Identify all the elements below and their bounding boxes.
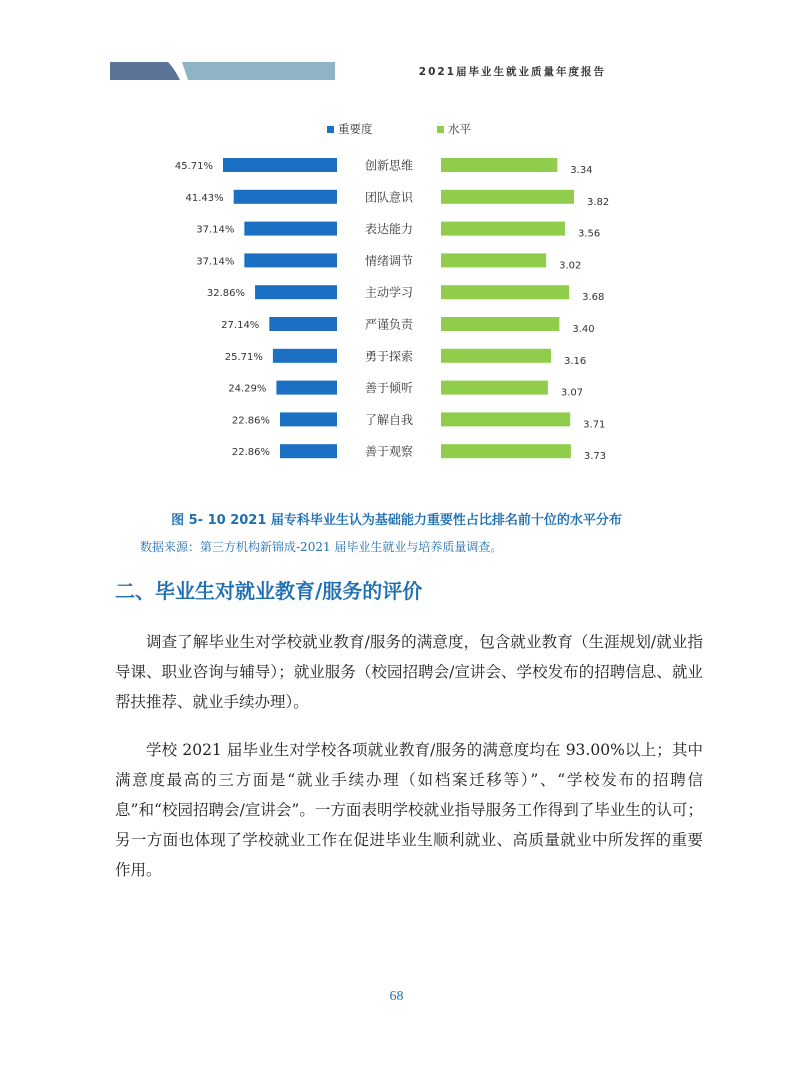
importance-label: 37.14% — [196, 256, 235, 268]
importance-bar — [244, 222, 337, 236]
category-label: 严谨负责 — [364, 317, 414, 332]
importance-label: 37.14% — [196, 224, 235, 236]
importance-bar — [234, 190, 337, 204]
importance-bar — [244, 253, 337, 267]
level-bar — [441, 444, 571, 458]
importance-label: 45.71% — [174, 161, 213, 172]
figure-source: 数据来源：第三方机构新锦成-2021 届毕业生就业与培养质量调查。 — [140, 540, 503, 554]
importance-bar — [280, 444, 337, 458]
category-label: 善于观察 — [364, 444, 414, 459]
importance-bar — [255, 285, 337, 299]
importance-label: 22.86% — [231, 447, 270, 459]
level-label: 3.71 — [583, 419, 606, 431]
importance-label: 27.14% — [221, 320, 260, 331]
level-bar — [441, 190, 574, 204]
header-title: 2021届毕业生就业质量年度报告 — [418, 66, 606, 78]
legend-label-importance: 重要度 — [338, 122, 373, 136]
importance-bar — [223, 158, 337, 172]
level-label: 3.34 — [570, 165, 593, 176]
importance-bar — [276, 381, 337, 395]
category-label: 主动学习 — [364, 285, 414, 300]
level-label: 3.73 — [583, 451, 607, 463]
section-title: 二、毕业生对就业教育/服务的评价 — [115, 579, 423, 603]
category-label: 情绪调节 — [364, 253, 414, 268]
paragraph-2: 学校 2021 届毕业生对学校各项就业教育/服务的满意度均在 93.00%以上；其中满意度最高的三方面是“就业手续办理（如档案迁移等）”、“学校发布的招聘信息”和“校园招聘会/宣讲会”。一方面表明学校就业指导服务工作得到了毕业生的认可；另一方面也体现了学校就业工作在促进毕业生顺利就业、高质量就业中所发挥的重要作用。 — [115, 741, 703, 879]
importance-label: 41.43% — [185, 192, 224, 204]
importance-label: 24.29% — [228, 383, 267, 395]
level-bar — [441, 412, 570, 426]
level-label: 3.07 — [560, 387, 584, 399]
level-label: 3.16 — [564, 355, 587, 367]
level-label: 3.56 — [577, 228, 601, 240]
level-bar — [441, 381, 548, 395]
level-bar — [441, 222, 565, 236]
category-label: 表达能力 — [364, 222, 414, 237]
page-number: 68 — [389, 989, 404, 1004]
importance-label: 22.86% — [231, 415, 270, 427]
importance-bar — [269, 317, 337, 331]
level-bar — [441, 253, 546, 267]
category-label: 创新思维 — [364, 158, 414, 173]
bar-chart — [0, 0, 793, 480]
category-label: 了解自我 — [364, 412, 414, 427]
legend-label-level: 水平 — [448, 122, 471, 136]
paragraph-1: 调查了解毕业生对学校就业教育/服务的满意度，包含就业教育（生涯规划/就业指导课、职业咨询与辅导）；就业服务（校园招聘会/宣讲会、学校发布的招聘信息、就业帮扶推荐、就业手续办理）。 — [115, 633, 703, 711]
level-bar — [441, 317, 559, 331]
importance-label: 32.86% — [206, 288, 246, 300]
level-label: 3.68 — [582, 292, 605, 304]
level-bar — [441, 285, 569, 299]
category-label: 善于倾听 — [364, 381, 414, 396]
level-bar — [441, 349, 551, 363]
level-bar — [441, 158, 557, 172]
figure-caption: 图 5- 10 2021 届专科毕业生认为基础能力重要性占比排名前十位的水平分布 — [171, 513, 622, 528]
category-label: 团队意识 — [364, 190, 414, 205]
importance-bar — [280, 412, 337, 426]
importance-label: 25.71% — [224, 351, 263, 363]
importance-bar — [273, 349, 337, 363]
category-label: 勇于探索 — [364, 349, 414, 364]
level-label: 3.82 — [587, 196, 610, 208]
level-label: 3.40 — [572, 324, 595, 335]
level-label: 3.02 — [559, 260, 582, 272]
